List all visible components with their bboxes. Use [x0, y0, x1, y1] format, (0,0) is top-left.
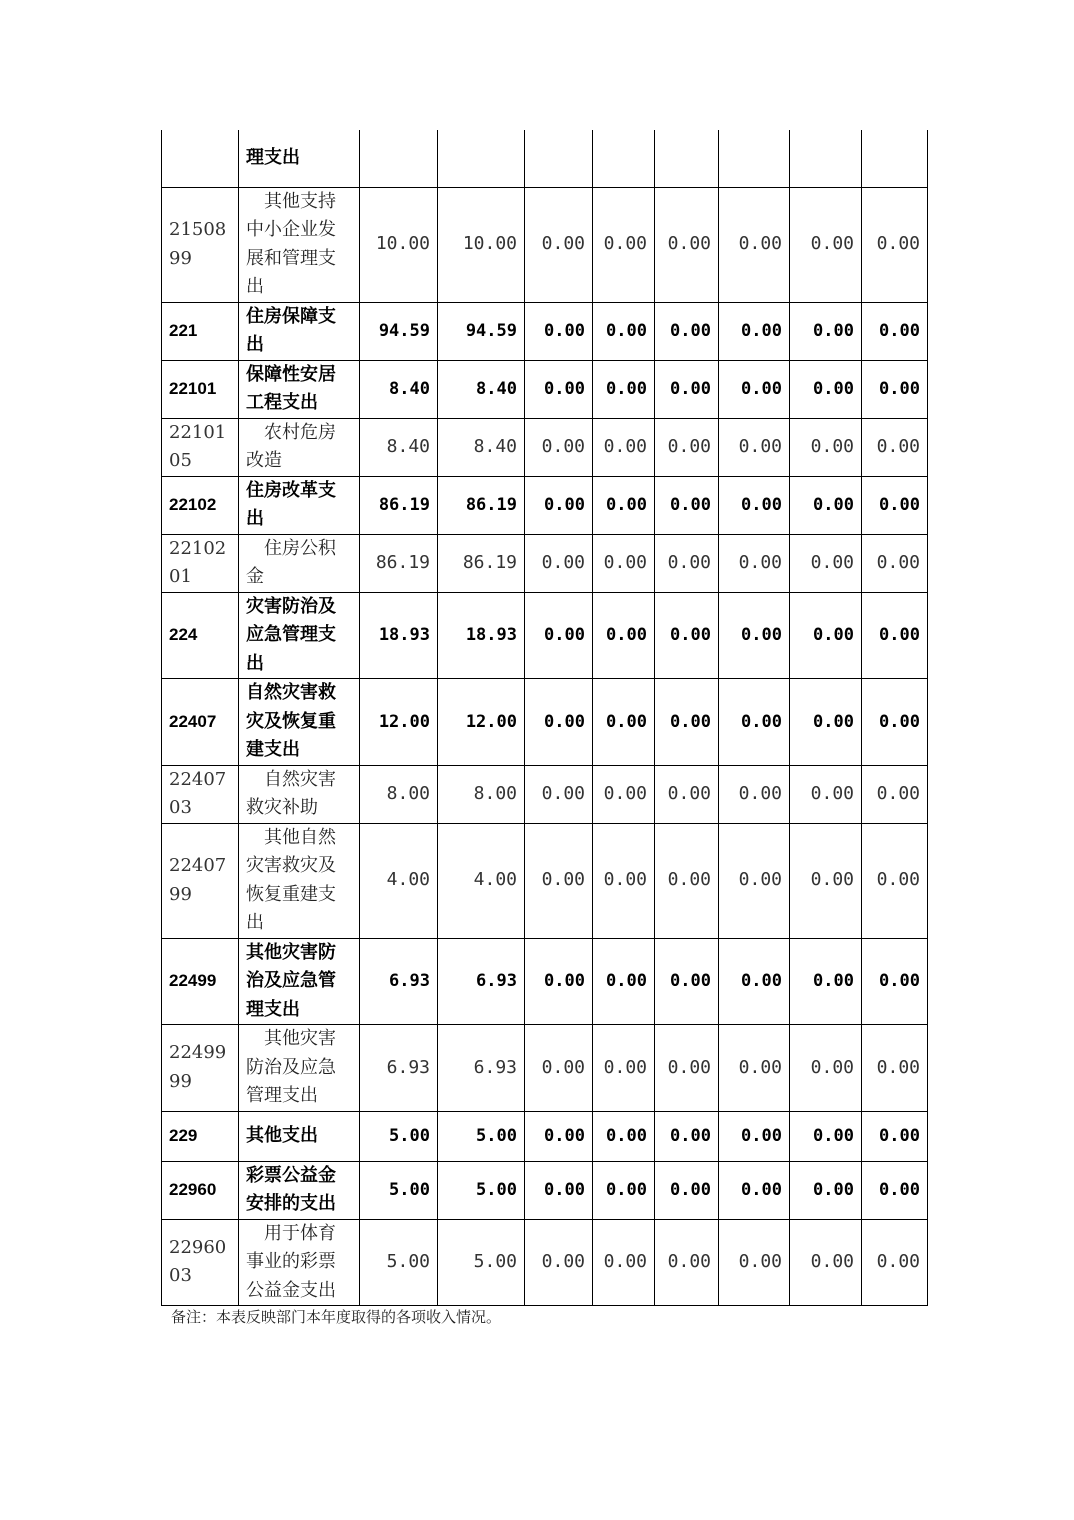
value-cell: 12.00: [360, 679, 438, 766]
value-cell: 4.00: [438, 823, 525, 938]
value-cell: 86.19: [360, 534, 438, 592]
value-cell: 0.00: [593, 1219, 655, 1306]
value-cell: 0.00: [719, 534, 790, 592]
value-cell: [862, 130, 928, 187]
value-cell: 0.00: [719, 1161, 790, 1219]
value-cell: 18.93: [360, 592, 438, 679]
value-cell: 0.00: [790, 534, 862, 592]
value-cell: 8.00: [438, 765, 525, 823]
value-cell: 0.00: [862, 534, 928, 592]
table-row: [162, 1111, 928, 1161]
value-cell: 0.00: [525, 679, 593, 766]
table-row: [162, 1219, 928, 1306]
value-cell: 0.00: [593, 418, 655, 476]
value-cell: 8.40: [438, 360, 525, 418]
value-cell: 10.00: [360, 187, 438, 302]
value-cell: 0.00: [790, 360, 862, 418]
value-cell: 5.00: [360, 1219, 438, 1306]
table-row: [162, 534, 928, 592]
value-cell: 0.00: [862, 938, 928, 1025]
name-cell: 其他支持中小企业发展和管理支出: [239, 187, 360, 302]
value-cell: 0.00: [862, 302, 928, 360]
value-cell: 0.00: [862, 418, 928, 476]
value-cell: 0.00: [525, 765, 593, 823]
name-cell: 其他灾害防治及应急管理支出: [239, 1025, 360, 1112]
value-cell: [593, 130, 655, 187]
value-cell: 6.93: [438, 938, 525, 1025]
value-cell: 5.00: [438, 1161, 525, 1219]
code-cell: 221: [162, 302, 239, 360]
value-cell: 6.93: [438, 1025, 525, 1112]
name-cell: 住房改革支出: [239, 476, 360, 534]
value-cell: 0.00: [719, 418, 790, 476]
value-cell: 8.40: [360, 360, 438, 418]
value-cell: 94.59: [360, 302, 438, 360]
value-cell: 0.00: [655, 360, 719, 418]
name-cell: 彩票公益金安排的支出: [239, 1161, 360, 1219]
table-row: [162, 418, 928, 476]
value-cell: 0.00: [525, 302, 593, 360]
value-cell: 0.00: [862, 592, 928, 679]
value-cell: 0.00: [655, 938, 719, 1025]
value-cell: 0.00: [593, 679, 655, 766]
code-cell: 2150899: [162, 187, 239, 302]
value-cell: 8.40: [438, 418, 525, 476]
value-cell: 0.00: [525, 534, 593, 592]
value-cell: 0.00: [655, 534, 719, 592]
value-cell: 0.00: [655, 476, 719, 534]
value-cell: 0.00: [525, 1161, 593, 1219]
table-row: [162, 592, 928, 679]
table-row: [162, 187, 928, 302]
name-cell: 住房公积金: [239, 534, 360, 592]
value-cell: 0.00: [655, 1111, 719, 1161]
value-cell: 0.00: [719, 765, 790, 823]
code-cell: 224: [162, 592, 239, 679]
value-cell: 0.00: [862, 476, 928, 534]
value-cell: 0.00: [655, 592, 719, 679]
value-cell: 0.00: [719, 1025, 790, 1112]
value-cell: 0.00: [525, 360, 593, 418]
name-cell: 自然灾害救灾补助: [239, 765, 360, 823]
code-cell: 22407: [162, 679, 239, 766]
value-cell: [655, 130, 719, 187]
value-cell: 0.00: [790, 187, 862, 302]
value-cell: [719, 130, 790, 187]
value-cell: 0.00: [655, 1161, 719, 1219]
value-cell: 0.00: [593, 765, 655, 823]
value-cell: 0.00: [593, 1161, 655, 1219]
code-cell: 229: [162, 1111, 239, 1161]
code-cell: [162, 130, 239, 187]
value-cell: 12.00: [438, 679, 525, 766]
value-cell: [790, 130, 862, 187]
value-cell: 0.00: [525, 418, 593, 476]
value-cell: 5.00: [438, 1111, 525, 1161]
value-cell: 0.00: [790, 302, 862, 360]
value-cell: 0.00: [862, 187, 928, 302]
value-cell: 0.00: [719, 1111, 790, 1161]
value-cell: 0.00: [593, 360, 655, 418]
value-cell: 6.93: [360, 938, 438, 1025]
value-cell: 86.19: [360, 476, 438, 534]
name-cell: 农村危房改造: [239, 418, 360, 476]
value-cell: 0.00: [790, 1111, 862, 1161]
code-cell: 22101: [162, 360, 239, 418]
value-cell: 0.00: [719, 187, 790, 302]
table-note: 备注：本表反映部门本年度取得的各项收入情况。: [171, 1308, 502, 1326]
value-cell: 6.93: [360, 1025, 438, 1112]
value-cell: 0.00: [655, 302, 719, 360]
code-cell: 22499: [162, 938, 239, 1025]
value-cell: 0.00: [790, 1025, 862, 1112]
value-cell: 0.00: [719, 1219, 790, 1306]
value-cell: [438, 130, 525, 187]
value-cell: 0.00: [862, 823, 928, 938]
code-cell: 2210105: [162, 418, 239, 476]
value-cell: 0.00: [862, 360, 928, 418]
value-cell: 0.00: [719, 302, 790, 360]
value-cell: 86.19: [438, 476, 525, 534]
value-cell: 0.00: [790, 592, 862, 679]
table-row: [162, 1161, 928, 1219]
name-cell: 理支出: [239, 130, 360, 187]
value-cell: 0.00: [862, 1219, 928, 1306]
name-cell: 保障性安居工程支出: [239, 360, 360, 418]
value-cell: 0.00: [655, 187, 719, 302]
value-cell: [360, 130, 438, 187]
value-cell: 0.00: [655, 823, 719, 938]
table-row: [162, 1025, 928, 1112]
value-cell: 0.00: [525, 187, 593, 302]
name-cell: 自然灾害救灾及恢复重建支出: [239, 679, 360, 766]
code-cell: 2296003: [162, 1219, 239, 1306]
value-cell: 0.00: [593, 1111, 655, 1161]
value-cell: 0.00: [790, 823, 862, 938]
value-cell: 86.19: [438, 534, 525, 592]
table-row: [162, 476, 928, 534]
value-cell: 0.00: [525, 476, 593, 534]
name-cell: 用于体育事业的彩票公益金支出: [239, 1219, 360, 1306]
value-cell: 0.00: [790, 765, 862, 823]
table-row: [162, 938, 928, 1025]
value-cell: 0.00: [862, 679, 928, 766]
value-cell: 8.40: [360, 418, 438, 476]
value-cell: 0.00: [862, 765, 928, 823]
value-cell: 0.00: [655, 418, 719, 476]
value-cell: 10.00: [438, 187, 525, 302]
value-cell: 0.00: [790, 1219, 862, 1306]
value-cell: 0.00: [593, 476, 655, 534]
code-cell: 2240703: [162, 765, 239, 823]
value-cell: 94.59: [438, 302, 525, 360]
value-cell: 0.00: [719, 592, 790, 679]
table-row: [162, 765, 928, 823]
code-cell: 2249999: [162, 1025, 239, 1112]
value-cell: 0.00: [790, 1161, 862, 1219]
value-cell: 0.00: [525, 1025, 593, 1112]
value-cell: 0.00: [525, 1219, 593, 1306]
value-cell: 0.00: [719, 679, 790, 766]
table-row: [162, 360, 928, 418]
name-cell: 灾害防治及应急管理支出: [239, 592, 360, 679]
budget-table: [161, 130, 928, 1306]
value-cell: 0.00: [655, 1025, 719, 1112]
table-row: [162, 823, 928, 938]
value-cell: 0.00: [525, 592, 593, 679]
value-cell: 8.00: [360, 765, 438, 823]
value-cell: 0.00: [719, 938, 790, 1025]
value-cell: 4.00: [360, 823, 438, 938]
value-cell: 0.00: [719, 476, 790, 534]
code-cell: 2240799: [162, 823, 239, 938]
value-cell: 0.00: [593, 534, 655, 592]
value-cell: 0.00: [593, 302, 655, 360]
code-cell: 22102: [162, 476, 239, 534]
value-cell: 0.00: [790, 418, 862, 476]
value-cell: 0.00: [790, 679, 862, 766]
value-cell: 0.00: [862, 1161, 928, 1219]
value-cell: 0.00: [655, 1219, 719, 1306]
value-cell: 0.00: [862, 1025, 928, 1112]
value-cell: 0.00: [593, 938, 655, 1025]
name-cell: 其他支出: [239, 1111, 360, 1161]
value-cell: 0.00: [593, 1025, 655, 1112]
value-cell: 5.00: [438, 1219, 525, 1306]
value-cell: 0.00: [790, 476, 862, 534]
name-cell: 住房保障支出: [239, 302, 360, 360]
code-cell: 2210201: [162, 534, 239, 592]
value-cell: 5.00: [360, 1111, 438, 1161]
value-cell: 0.00: [593, 187, 655, 302]
value-cell: 0.00: [525, 823, 593, 938]
value-cell: [525, 130, 593, 187]
value-cell: 0.00: [593, 592, 655, 679]
value-cell: 5.00: [360, 1161, 438, 1219]
value-cell: 18.93: [438, 592, 525, 679]
value-cell: 0.00: [655, 765, 719, 823]
value-cell: 0.00: [719, 360, 790, 418]
value-cell: 0.00: [593, 823, 655, 938]
value-cell: 0.00: [719, 823, 790, 938]
name-cell: 其他灾害防治及应急管理支出: [239, 938, 360, 1025]
code-cell: 22960: [162, 1161, 239, 1219]
value-cell: 0.00: [862, 1111, 928, 1161]
name-cell: 其他自然灾害救灾及恢复重建支出: [239, 823, 360, 938]
value-cell: 0.00: [525, 938, 593, 1025]
value-cell: 0.00: [790, 938, 862, 1025]
table-row: [162, 679, 928, 766]
value-cell: 0.00: [655, 679, 719, 766]
table-row: [162, 130, 928, 187]
value-cell: 0.00: [525, 1111, 593, 1161]
table-row: [162, 302, 928, 360]
